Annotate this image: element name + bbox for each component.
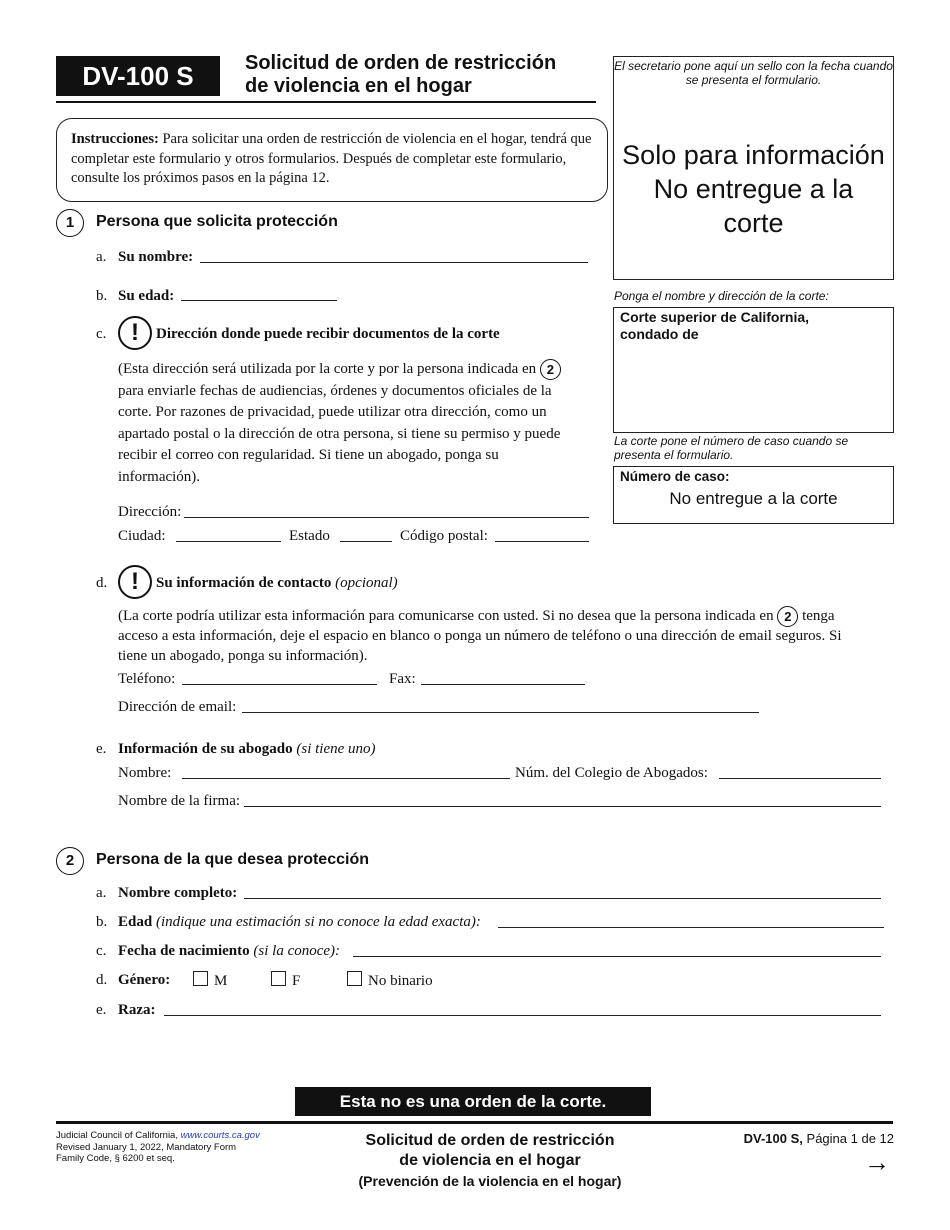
section-2-ref-badge: 2	[540, 359, 561, 380]
form-title-line1: Solicitud de orden de restricción	[245, 52, 557, 74]
contact-explanation	[118, 606, 870, 666]
your-age-field[interactable]	[181, 300, 337, 301]
court-name-line2: condado de	[620, 326, 699, 342]
firm-name-field[interactable]	[244, 806, 881, 807]
gender-option-f[interactable]	[271, 971, 300, 990]
race-label: Raza:	[118, 1002, 156, 1018]
your-age-label: Su edad:	[118, 288, 175, 304]
case-number-note: La corte pone el número de caso cuando se presenta el formulario.	[614, 434, 849, 462]
footer-code: Family Code, § 6200 et seq.	[56, 1153, 175, 1164]
warning-icon: !	[118, 565, 152, 599]
your-name-label: Su nombre:	[118, 249, 194, 265]
birthdate-label: Fecha de nacimiento	[118, 943, 250, 959]
firm-name-label: Nombre de la firma:	[118, 793, 241, 809]
gender-m-checkbox[interactable]	[193, 971, 208, 986]
age-label: Edad	[118, 914, 153, 930]
contact-info-optional: (opcional)	[335, 575, 398, 591]
form-title	[245, 52, 605, 98]
birthdate-field[interactable]	[353, 956, 881, 957]
address-label: Dirección:	[118, 504, 182, 520]
item-2d-letter: d.	[96, 972, 108, 988]
lawyer-info-optional: (si tiene uno)	[296, 741, 376, 757]
section-1-number: 1	[56, 209, 84, 237]
full-name-field[interactable]	[244, 898, 881, 899]
item-2a-letter: a.	[96, 885, 107, 901]
form-id-badge: DV-100 S	[56, 56, 220, 96]
bar-number-field[interactable]	[719, 778, 881, 779]
item-1a-letter: a.	[96, 249, 107, 265]
footer-title-line2: de violencia en el hogar	[399, 1152, 581, 1169]
fax-label: Fax:	[389, 671, 416, 687]
instructions-box	[56, 118, 608, 202]
gender-m-label: M	[214, 973, 228, 989]
footer-title	[300, 1131, 680, 1191]
address-explanation-pre: (Esta dirección será utilizada por la corte y por la persona indicada en	[118, 361, 537, 377]
gender-option-nonbinary[interactable]	[347, 971, 433, 990]
section-2-ref-badge: 2	[777, 606, 798, 627]
gender-label: Género:	[118, 972, 171, 988]
footer-org: Judicial Council of California,	[56, 1130, 178, 1141]
footer-form-id: DV-100 S,	[743, 1131, 803, 1146]
item-2e-letter: e.	[96, 1002, 107, 1018]
city-field[interactable]	[176, 541, 281, 542]
gender-option-m[interactable]	[193, 971, 227, 990]
footer-page-number: Página 1 de 12	[806, 1131, 894, 1146]
contact-explanation-post: tenga acceso a esta información, deje el espacio en blanco o ponga un número de teléfono o una dirección de email seguros. Si tiene un abogado, ponga su información).	[118, 607, 842, 664]
lawyer-name-field[interactable]	[182, 778, 510, 779]
section-2-title: Persona de la que desea protección	[96, 851, 369, 868]
section-1-title: Persona que solicita protección	[96, 213, 338, 230]
birthdate-heading	[118, 942, 340, 960]
full-name-label: Nombre completo:	[118, 885, 238, 901]
info-only-line1: Solo para información	[622, 140, 885, 170]
age-heading	[118, 913, 481, 931]
item-2c-letter: c.	[96, 943, 107, 959]
your-name-field[interactable]	[200, 262, 588, 263]
info-only-line3: corte	[723, 208, 784, 238]
gender-f-checkbox[interactable]	[271, 971, 286, 986]
footer-title-line1: Solicitud de orden de restricción	[365, 1132, 615, 1149]
zip-field[interactable]	[495, 541, 589, 542]
case-number-value: No entregue a la corte	[669, 489, 838, 508]
footer-revised: Revised January 1, 2022, Mandatory Form	[56, 1141, 237, 1153]
court-name-line1: Corte superior de California,	[620, 309, 810, 325]
court-name-text	[620, 309, 809, 343]
not-court-order-banner: Esta no es una orden de la corte.	[295, 1087, 651, 1116]
next-page-arrow-icon[interactable]: →	[864, 1147, 890, 1177]
gender-nonbinary-label: No binario	[368, 973, 433, 989]
instructions-label: Instrucciones:	[71, 131, 159, 147]
item-1e-letter: e.	[96, 741, 107, 757]
state-label: Estado	[289, 528, 330, 544]
email-label: Dirección de email:	[118, 699, 237, 715]
phone-field[interactable]	[182, 684, 377, 685]
zip-label: Código postal:	[400, 528, 488, 544]
race-field[interactable]	[164, 1015, 881, 1016]
item-2b-letter: b.	[96, 914, 108, 930]
title-divider	[56, 101, 596, 103]
contact-info-heading	[156, 574, 398, 592]
instructions-text: Para solicitar una orden de restricción de violencia en el hogar, tendrá que completar este formulario y otros formularios. Después de completar este formulario, consulte los próximos pasos en la página 12.	[71, 131, 592, 186]
info-only-notice	[613, 138, 894, 240]
age-hint: (indique una estimación si no conoce la edad exacta):	[155, 914, 481, 930]
section-2-number: 2	[56, 847, 84, 875]
court-documents-address-label: Dirección donde puede recibir documentos de la corte	[156, 326, 500, 342]
form-title-line2: de violencia en el hogar	[245, 75, 472, 97]
footer-source	[56, 1130, 260, 1165]
clerk-stamp-note: El secretario pone aquí un sello con la fecha cuando se presenta el formulario.	[614, 59, 893, 87]
lawyer-name-label: Nombre:	[118, 765, 172, 781]
city-label: Ciudad:	[118, 528, 166, 544]
gender-f-label: F	[292, 973, 301, 989]
contact-info-label: Su información de contacto	[156, 575, 332, 591]
email-field[interactable]	[242, 712, 759, 713]
lawyer-info-heading	[118, 740, 376, 758]
courts-website-link[interactable]: www.courts.ca.gov	[180, 1130, 260, 1141]
gender-nonbinary-checkbox[interactable]	[347, 971, 362, 986]
state-field[interactable]	[340, 541, 392, 542]
item-1c-letter: c.	[96, 326, 107, 342]
case-number-label: Número de caso:	[620, 469, 730, 484]
fax-field[interactable]	[421, 684, 585, 685]
lawyer-info-label: Información de su abogado	[118, 741, 293, 757]
footer-divider	[56, 1121, 893, 1124]
footer-page-info	[680, 1131, 894, 1146]
item-1d-letter: d.	[96, 575, 108, 591]
address-explanation-post: para enviarle fechas de audiencias, órdenes y documentos oficiales de la corte. Por razones de privacidad, puede utilizar otra dirección, como un apartado postal o la dirección de otra persona, si tiene su permiso y puede recibir el correo con regularidad. Si tiene un abogado, ponga su información).	[118, 382, 561, 485]
item-1b-letter: b.	[96, 288, 108, 304]
court-box-label: Ponga el nombre y dirección de la corte:	[614, 289, 829, 303]
birthdate-hint: (si la conoce):	[253, 943, 341, 959]
contact-explanation-pre: (La corte podría utilizar esta información para comunicarse con usted. Si no desea que la persona indicada en	[118, 607, 774, 624]
address-explanation	[118, 359, 584, 488]
footer-title-line3: (Prevención de la violencia en el hogar)	[358, 1173, 622, 1189]
info-only-line2: No entregue a la	[653, 174, 854, 204]
bar-number-label: Núm. del Colegio de Abogados:	[515, 765, 708, 781]
address-field[interactable]	[184, 517, 589, 518]
age-field[interactable]	[498, 927, 884, 928]
phone-label: Teléfono:	[118, 671, 176, 687]
warning-icon: !	[118, 316, 152, 350]
